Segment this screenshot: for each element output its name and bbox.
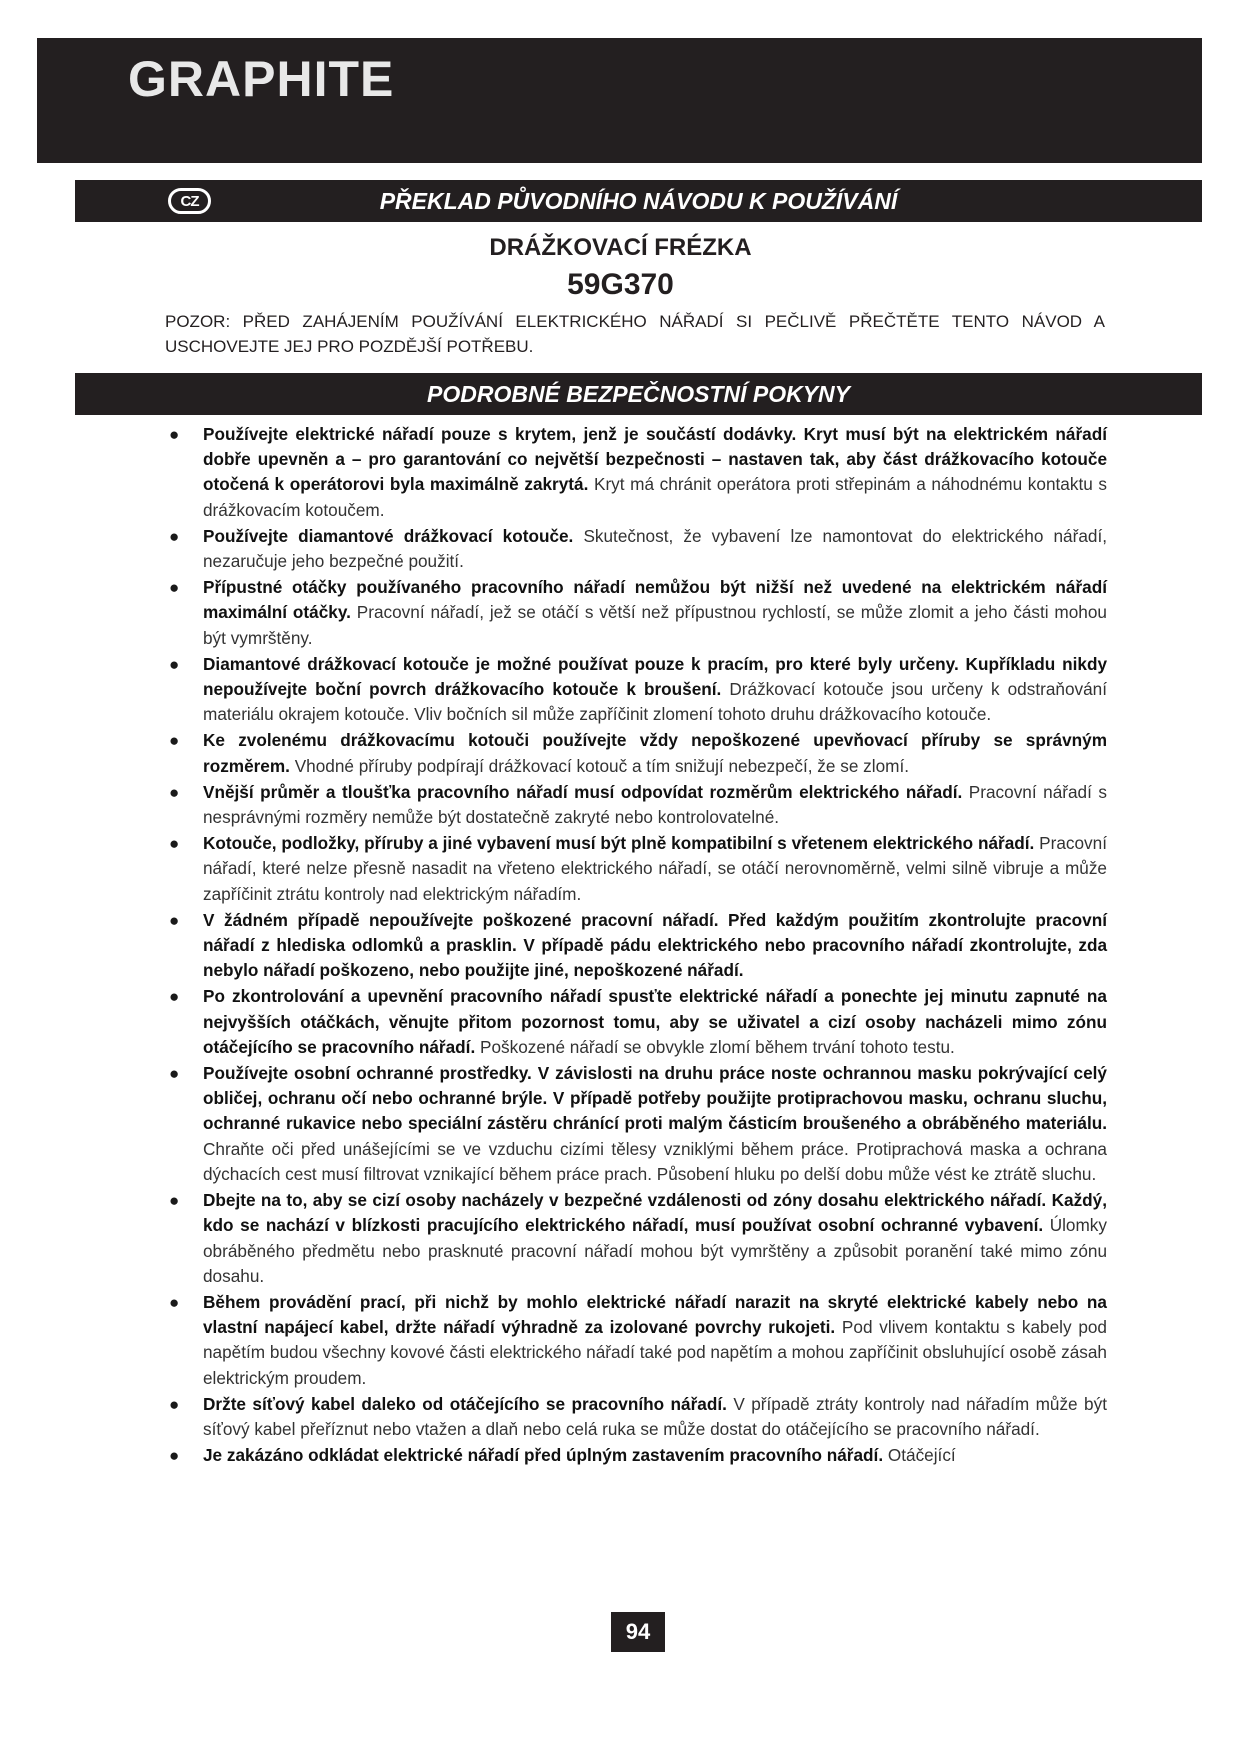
bullet-icon: ● [169,1191,180,1211]
bullet-icon: ● [169,1292,180,1312]
list-item: ● V žádném případě nepoužívejte poškozené pracovní nářadí. Před každým použitím zkontrolujte pracovní nářadí z hlediska odlomků a prasklin. V případě pádu elektrického nebo pracovního nářadí zkontrolujte, zda nebylo nářadí poškozeno, nebo použijte jiné, nepoškozené nářadí. [169,909,1107,981]
list-item: ● Diamantové drážkovací kotouče je možné používat pouze k pracím, pro které byly určeny. Kupříkladu nikdy nepoužívejte boční povrch drážkovacího kotouče k broušení. Drážkovací kotouče jsou určeny k odstraňování materiálu okrajem kotouče. Vliv bočních sil může zapříčinit zlomení tohoto druhu drážkovacího kotouče. [169,653,1107,725]
bullet-icon: ● [169,1394,180,1414]
section-banner [75,373,1202,415]
document-title: PŘEKLAD PŮVODNÍHO NÁVODU K POUŽÍVÁNÍ [379,187,898,214]
bullet-icon: ● [169,1446,180,1466]
bullet-icon: ● [169,731,180,751]
language-badge-icon: CZ [168,188,211,214]
list-item: ● Používejte osobní ochranné prostředky. V závislosti na druhu práce noste ochrannou masku pokrývající celý obličej, ochranu očí nebo ochranné brýle. V případě potřeby použijte protiprachovou masku, ochranu sluchu, ochranné rukavice nebo speciální zástěru chránící proti malým částicím broušeného a obráběného materiálu. Chraňte oči před unášejícími se ve vzduchu cizími tělesy vzniklými během práce. Protiprachová maska a ochrana dýchacích cest musí filtrovat vznikající během práce prach. Působení hluku po delší dobu může vést ke ztrátě sluchu. [169,1063,1107,1184]
bullet-icon: ● [169,910,180,930]
list-item: ● Během provádění prací, při nichž by mohlo elektrické nářadí narazit na skryté elektrické kabely nebo na vlastní napájecí kabel, držte nářadí výhradně za izolované povrchy rukojeti. Pod vlivem kontaktu s kabely pod napětím budou všechny kovové části elektrického nářadí také pod napětím a mohou zapříčinit obsluhující osobě zásah elektrickým proudem. [169,1291,1107,1388]
list-item: ● Dbejte na to, aby se cizí osoby nacházely v bezpečné vzdálenosti od zóny dosahu elektrického nářadí. Každý, kdo se nachází v blízkosti pracujícího elektrického nářadí, musí používat osobní ochranné vybavení. Úlomky obráběného předmětu nebo prasknuté pracovní nářadí mohou být vymrštěny a způsobit poranění také mimo zónu dosahu. [169,1190,1107,1286]
page-number: 94 [611,1612,665,1652]
bullet-icon: ● [169,654,180,674]
bullet-icon: ● [169,425,180,444]
title-banner [75,180,1202,222]
bullet-icon: ● [169,578,180,598]
list-item: ● Používejte elektrické nářadí pouze s krytem, jenž je součástí dodávky. Kryt musí být na elektrickém nářadí dobře upevněn a – pro garantování co největší bezpečnosti – nastaven tak, aby část drážkovacího kotouče otočená k operátorovi byla maximálně zakrytá. Kryt má chránit operátora proti střepinám a náhodnému kontaktu s drážkovacím kotoučem. [169,424,1107,520]
list-item: ● Ke zvolenému drážkovacímu kotouči používejte vždy nepoškozené upevňovací příruby se správným rozměrem. Vhodné příruby podpírají drážkovací kotouč a tím snižují nebezpečí, že se zlomí. [169,730,1107,776]
list-item: ● Používejte diamantové drážkovací kotouče. Skutečnost, že vybavení lze namontovat do elektrického nářadí, nezaručuje jeho bezpečné použití. [169,525,1108,572]
list-item: ● Přípustné otáčky používaného pracovního nářadí nemůžou být nižší než uvedené na elektrickém nářadí maximální otáčky. Pracovní nářadí, jež se otáčí s větší než přípustnou rychlostí, se může zlomit a jeho části mohou být vymrštěny. [169,577,1107,648]
bullet-icon: ● [169,526,180,546]
list-item: ● Po zkontrolování a upevnění pracovního nářadí spusťte elektrické nářadí a ponechte jej minutu zapnuté na nejvyšších otáčkách, věnujte přitom pozornost tomu, aby se uživatel a cizí osoby nacházeli mimo zónu otáčejícího se pracovního nářadí. Poškozené nářadí se obvykle zlomí během trvání tohoto testu. [169,986,1107,1057]
bullet-icon: ● [169,782,180,802]
list-item: ● Držte síťový kabel daleko od otáčejícího se pracovního nářadí. V případě ztráty kontroly nad nářadím může být síťový kabel přeříznut nebo vtažen a dlaň nebo celá ruka se může dostat do otáčejícího se pracovního nářadí. [169,1393,1107,1439]
list-item: ● Kotouče, podložky, příruby a jiné vybavení musí být plně kompatibilní s vřetenem elektrického nářadí. Pracovní nářadí, které nelze přesně nasadit na vřeteno elektrického nářadí, se otáčí nerovnoměrně, velmi silně vibruje a může zapříčinit ztrátu kontroly nad elektrickým nářadím. [169,833,1107,904]
warning-text: POZOR: PŘED ZAHÁJENÍM POUŽÍVÁNÍ ELEKTRICKÉHO NÁŘADÍ SI PEČLIVĚ PŘEČTĚTE TENTO NÁVOD A USCHOVEJTE JEJ PRO POZDĚJŠÍ POTŘEBU. [165,312,1105,356]
list-item: ● Vnější průměr a tloušťka pracovního nářadí musí odpovídat rozměrům elektrického nářadí. Pracovní nářadí s nesprávnými rozměry nemůže být dostatečně zakryté nebo kontrolovatelné. [169,781,1107,828]
bullet-icon: ● [169,834,180,854]
section-title: PODROBNÉ BEZPEČNOSTNÍ POKYNY [427,380,850,407]
brand-logo: GRAPHITE [128,51,395,107]
list-item: ● Je zakázáno odkládat elektrické nářadí před úplným zastavením pracovního nářadí. Otáčející [165,1443,1107,1468]
product-model: 59G370 [567,268,674,301]
bullet-icon: ● [169,1064,180,1084]
product-name: DRÁŽKOVACÍ FRÉZKA [489,234,752,261]
safety-instructions-list [165,422,1107,1469]
bullet-icon: ● [169,987,180,1007]
